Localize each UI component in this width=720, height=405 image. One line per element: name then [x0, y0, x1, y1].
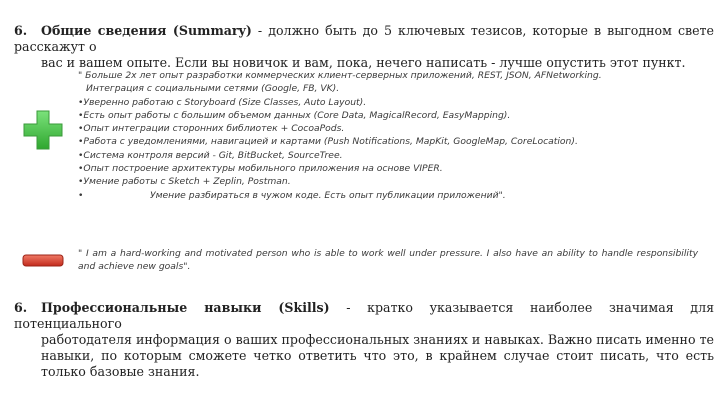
example-line: •Умение работы с Sketch + Zeplin, Postman. [78, 176, 291, 188]
section-number: 6. [14, 23, 28, 38]
example-line: " Больше 2х лет опыт разработки коммерческих клиент-серверных приложений, REST, JSON, AFNetworking. [78, 70, 602, 81]
negative-example: " I am a hard-working and motivated person who is able to work well under pressure. I also have an ability to handle responsibility and achieve new goals". [78, 248, 698, 273]
example-line: •Опыт интеграции сторонних библиотек + CocoaPods. [78, 123, 345, 135]
example-line: •Есть опыт работы с большим объемом данных (Core Data, MagicalRecord, EasyMapping). [78, 109, 511, 121]
example-line: •Система контроля версий - Git, BitBucket, SourceTree. [78, 149, 343, 161]
section-text-continued: работодателя информация о ваших профессиональных знаниях и навыках. Важно писать именно те навыки, по которым сможете четко ответить что это, в крайнем случае стоит писать, что есть только базовые знания. [41, 332, 714, 379]
green-plus-icon [22, 109, 64, 151]
section-title: Общие сведения (Summary) [41, 23, 252, 38]
positive-example [78, 69, 698, 202]
section-text-continued: вас и вашем опыте. Если вы новичок и вам, пока, нечего написать - лучше опустить этот пункт. [41, 55, 686, 70]
example-line: •Уверенно работаю с Storyboard (Size Classes, Auto Layout). [78, 96, 367, 108]
section-text: - должно быть до 5 ключевых тезисов, которые в выгодном свете расскажут о [14, 23, 714, 54]
example-line-last [78, 189, 698, 202]
section-skills [14, 300, 714, 380]
example-line: •Опыт построение архитектуры мобильного приложения на основе VIPER. [78, 163, 443, 175]
section-number: 6. [14, 300, 28, 315]
red-minus-icon [22, 254, 64, 267]
section-title: Профессиональные навыки (Skills) [41, 300, 330, 315]
section-text: - кратко указывается наиболее значимая для потенциального [14, 300, 715, 331]
bullet: • [78, 189, 84, 201]
example-line: •Работа с уведомлениями, навигацией и картами (Push Notifications, MapKit, GoogleMap, CoreLocation). [78, 136, 578, 148]
section-summary [14, 23, 714, 71]
example-line-text: Умение разбираться в чужом коде. Есть опыт публикации приложений". [150, 189, 506, 201]
example-line: Интеграция с социальными сетями (Google, FB, VK). [86, 83, 340, 95]
